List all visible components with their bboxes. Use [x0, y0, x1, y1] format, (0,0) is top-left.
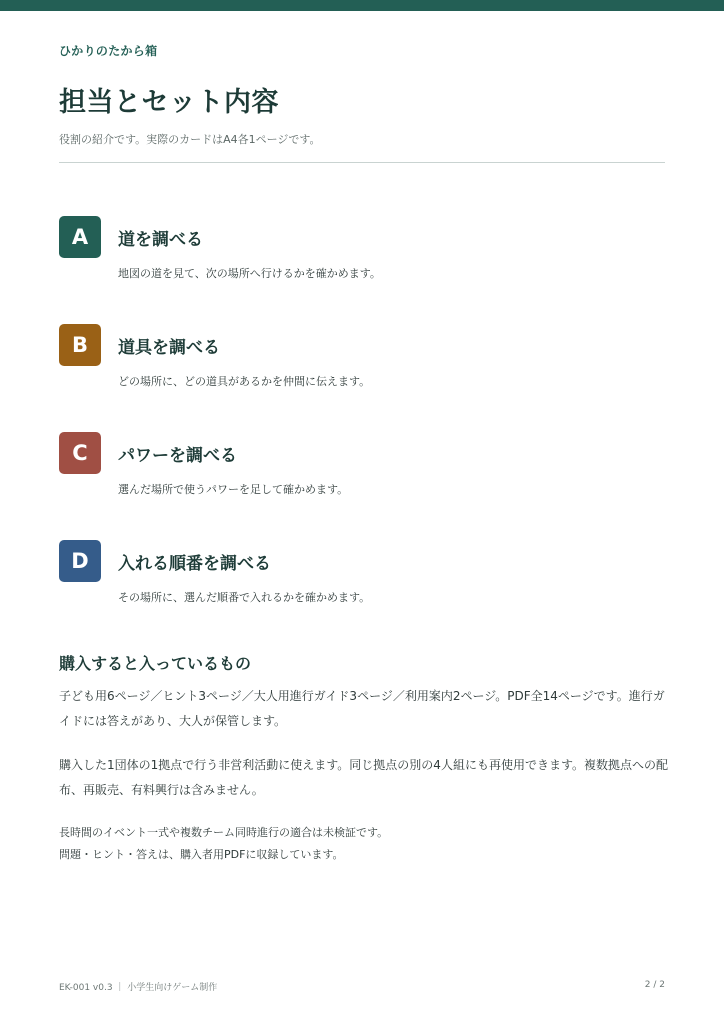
- page-subtitle: 役割の紹介です。実際のカードはA4各1ページです。: [59, 133, 321, 146]
- compatibility-note: 長時間のイベント一式や複数チーム同時進行の適合は未検証です。: [59, 826, 389, 839]
- role-description-d: その場所に、選んだ順番で入れるかを確かめます。: [118, 591, 371, 604]
- role-card-c: [59, 432, 665, 502]
- role-card-a: [59, 216, 665, 286]
- role-title-a: 道を調べる: [118, 230, 203, 250]
- footer-product-id: EK-001 v0.3 ｜ 小学生向けゲーム制作: [59, 983, 218, 993]
- page-title: 担当とセット内容: [59, 87, 279, 118]
- role-card-d: [59, 540, 665, 610]
- role-description-a: 地図の道を見て、次の場所へ行けるかを確かめます。: [118, 267, 381, 280]
- purchase-contents: 子ども用6ページ／ヒント3ページ／大人用進行ガイド3ページ／利用案内2ページ。PDF全14ページです。進行ガイドには答えがあり、大人が保管します。: [59, 689, 665, 728]
- role-title-c: パワーを調べる: [118, 446, 237, 466]
- role-badge-c: C: [59, 432, 101, 474]
- role-title-b: 道具を調べる: [118, 338, 220, 358]
- role-title-d: 入れる順番を調べる: [118, 554, 271, 574]
- purchase-heading: 購入すると入っているもの: [59, 654, 252, 673]
- footer-page-number: 2 / 2: [644, 980, 665, 990]
- brand-name: ひかりのたから箱: [59, 44, 158, 58]
- role-badge-a: A: [59, 216, 101, 258]
- top-accent-bar: [0, 0, 724, 11]
- license-terms: 購入した1団体の1拠点で行う非営利活動に使えます。同じ拠点の別の4人組にも再使用できます。複数拠点への配布、再販売、有料興行は含みません。: [59, 758, 668, 797]
- role-description-c: 選んだ場所で使うパワーを足して確かめます。: [118, 483, 349, 496]
- role-description-b: どの場所に、どの道具があるかを仲間に伝えます。: [118, 375, 371, 388]
- header-divider: [59, 162, 665, 163]
- role-badge-b: B: [59, 324, 101, 366]
- role-card-b: [59, 324, 665, 394]
- role-badge-d: D: [59, 540, 101, 582]
- answers-note: 問題・ヒント・答えは、購入者用PDFに収録しています。: [59, 848, 344, 861]
